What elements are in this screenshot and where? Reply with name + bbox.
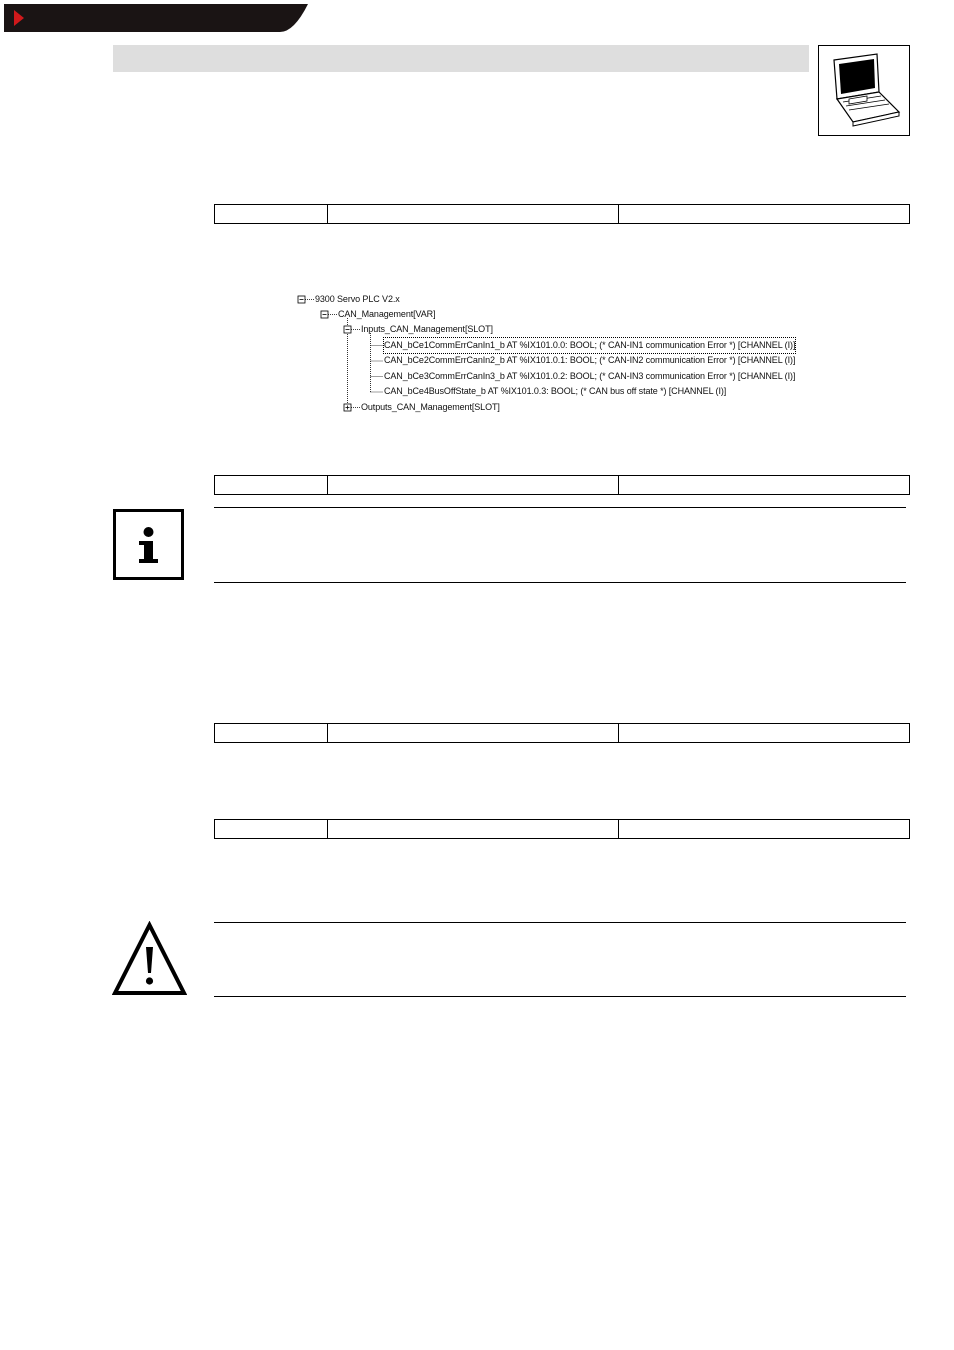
reference-table-3-cell-2 bbox=[328, 724, 619, 742]
reference-table-1-cell-1 bbox=[215, 205, 328, 223]
laptop-icon bbox=[818, 45, 910, 136]
tree-input-item-3[interactable]: CAN_bCe3CommErrCanIn3_b AT %IX101.0.2: BOOL; (* CAN-IN3 communication Error *) [CHANNEL (I)] bbox=[384, 371, 796, 381]
header-tab-shape bbox=[4, 4, 308, 32]
reference-table-3 bbox=[214, 723, 910, 743]
reference-table-2-cell-3 bbox=[619, 476, 909, 494]
reference-table-4 bbox=[214, 819, 910, 839]
reference-table-2-cell-2 bbox=[328, 476, 619, 494]
tree-input-item-1[interactable]: CAN_bCe1CommErrCanIn1_b AT %IX101.0.0: BOOL; (* CAN-IN1 communication Error *) [CHANNEL (I)] bbox=[384, 338, 795, 353]
reference-table-4-cell-3 bbox=[619, 820, 909, 838]
reference-table-2-cell-1 bbox=[215, 476, 328, 494]
info-note-bottom-rule bbox=[214, 582, 906, 583]
tree-var-node[interactable]: CAN_Management[VAR] bbox=[338, 309, 436, 319]
reference-table-2 bbox=[214, 475, 910, 495]
info-note-top-rule bbox=[214, 507, 906, 508]
tree-root[interactable]: 9300 Servo PLC V2.x bbox=[315, 294, 400, 304]
tree-input-item-4[interactable]: CAN_bCe4BusOffState_b AT %IX101.0.3: BOOL; (* CAN bus off state *) [CHANNEL (I)] bbox=[384, 386, 727, 396]
reference-table-3-cell-1 bbox=[215, 724, 328, 742]
tree-outputs-slot[interactable]: Outputs_CAN_Management[SLOT] bbox=[361, 402, 500, 412]
reference-table-4-cell-1 bbox=[215, 820, 328, 838]
reference-table-1 bbox=[214, 204, 910, 224]
reference-table-1-cell-2 bbox=[328, 205, 619, 223]
info-icon bbox=[113, 509, 184, 580]
reference-table-3-cell-3 bbox=[619, 724, 909, 742]
warning-note-top-rule bbox=[214, 922, 906, 923]
plc-variable-tree bbox=[296, 292, 836, 417]
tree-inputs-slot[interactable]: Inputs_CAN_Management[SLOT] bbox=[361, 324, 493, 334]
chapter-header-tab bbox=[4, 4, 308, 32]
tree-input-item-2[interactable]: CAN_bCe2CommErrCanIn2_b AT %IX101.0.1: BOOL; (* CAN-IN2 communication Error *) [CHANNEL (I)] bbox=[384, 355, 796, 365]
reference-table-1-cell-3 bbox=[619, 205, 909, 223]
reference-table-4-cell-2 bbox=[328, 820, 619, 838]
section-title-band bbox=[113, 45, 809, 72]
warning-icon bbox=[112, 921, 187, 997]
warning-note-bottom-rule bbox=[214, 996, 906, 997]
